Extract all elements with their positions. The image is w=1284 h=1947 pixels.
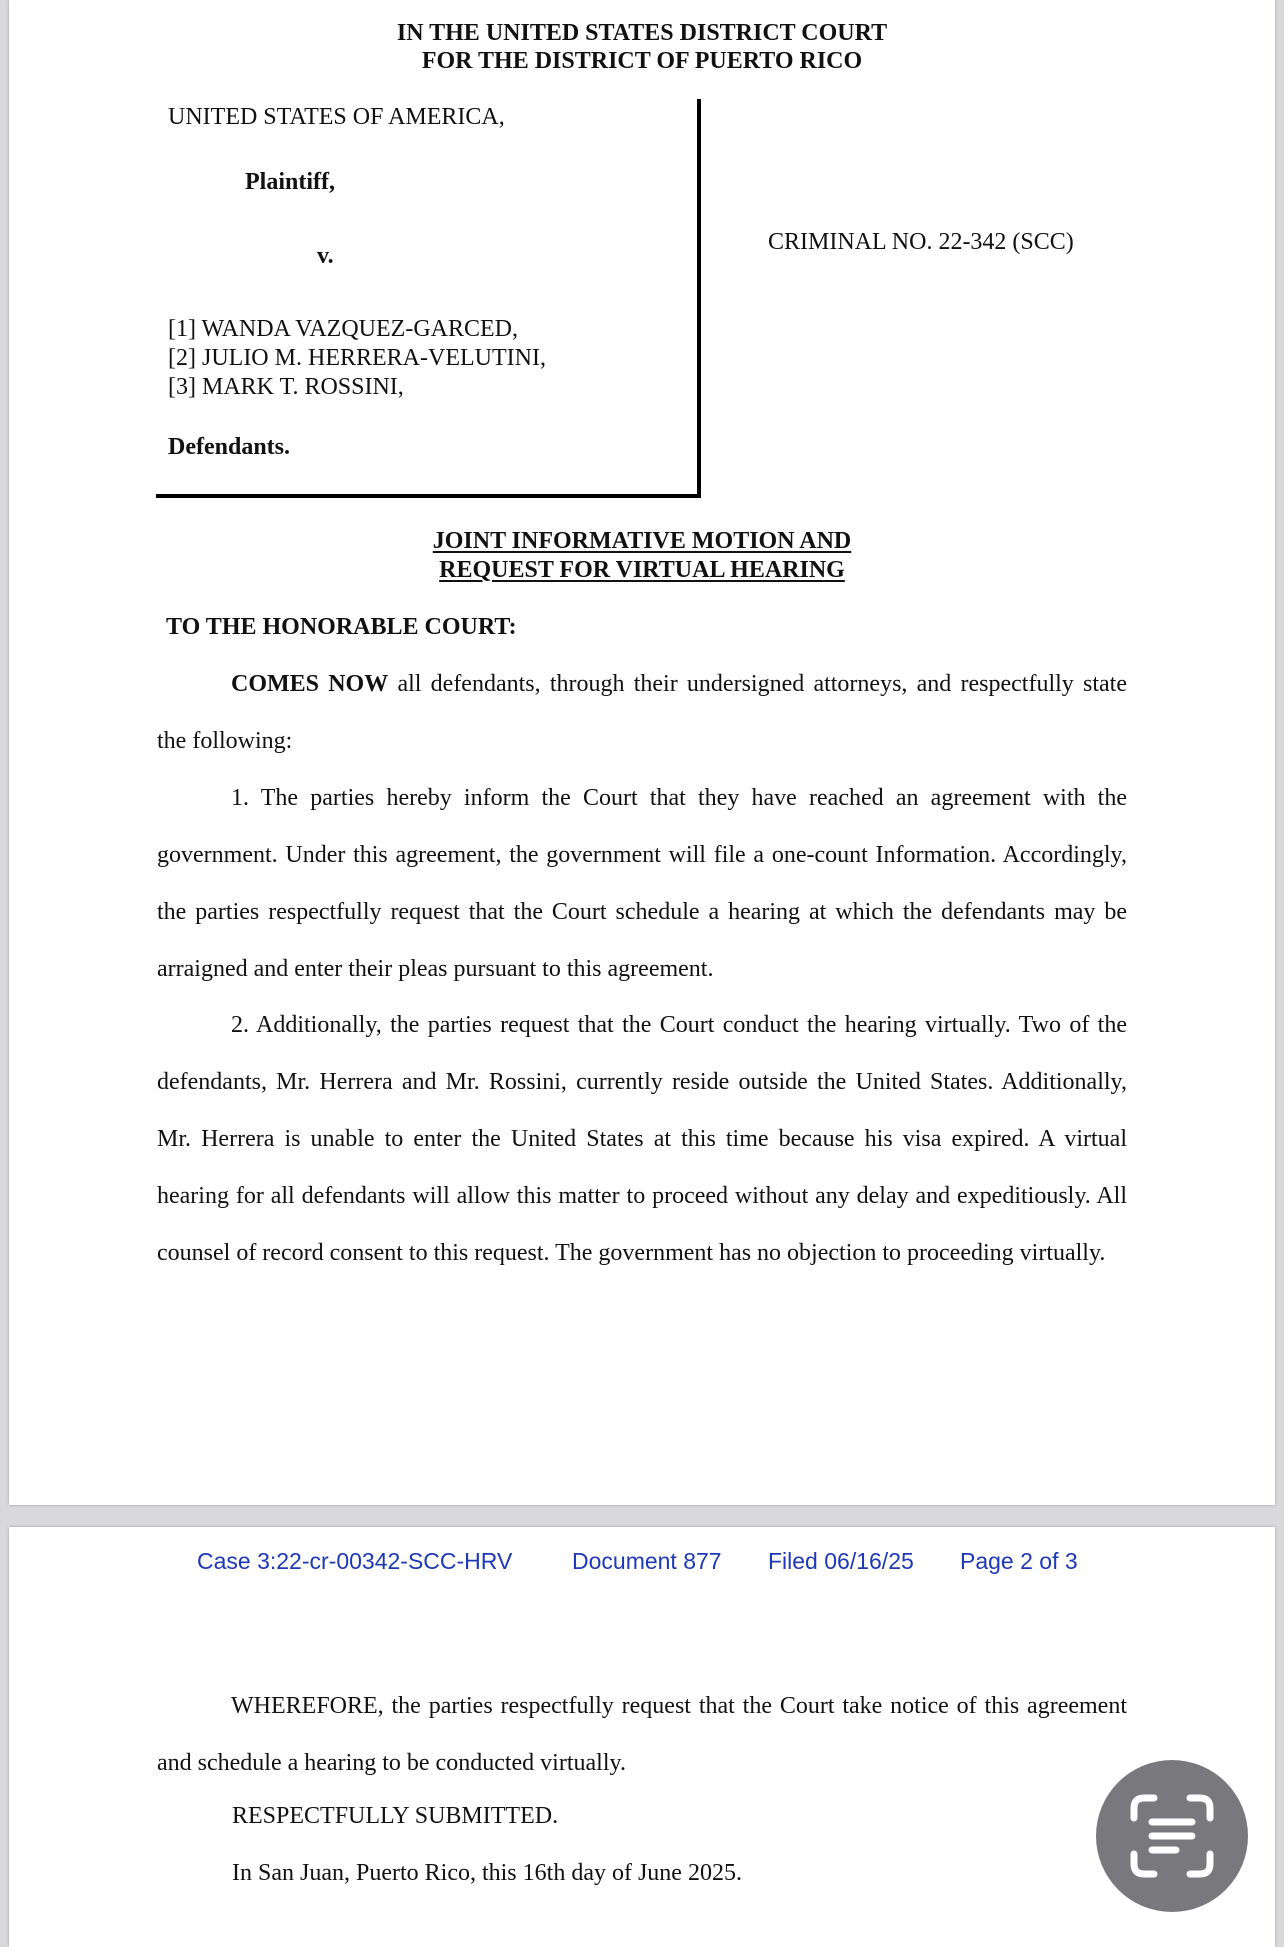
- defendant-2: [2] JULIO M. HERRERA-VELUTINI,: [168, 345, 546, 371]
- paragraph-1-text: 1. The parties hereby inform the Court that they have reached an agreement with the government. Under this agreement, the government will file a one-count Information. Accordingly, the parties respectfully request that the Court schedule a hearing at which the defendants may be arraigned and enter their pleas pursuant to this agreement.: [157, 785, 1127, 982]
- court-name-line1: IN THE UNITED STATES DISTRICT COURT: [396, 20, 888, 46]
- plaintiff-label: Plaintiff,: [245, 169, 335, 195]
- intro-lead: COMES NOW: [231, 671, 389, 697]
- wherefore-text: WHEREFORE, the parties respectfully request that the Court take notice of this agreement and schedule a hearing to be conducted virtually.: [157, 1693, 1127, 1776]
- paragraph-2: [157, 997, 1127, 1282]
- header-case-number: Case 3:22-cr-00342-SCC-HRV: [197, 1548, 513, 1574]
- paragraph-1: [157, 770, 1127, 998]
- salutation: TO THE HONORABLE COURT:: [166, 614, 517, 640]
- caption-vertical-rule: [697, 99, 701, 496]
- plaintiff-name: UNITED STATES OF AMERICA,: [168, 104, 505, 130]
- case-number: CRIMINAL NO. 22-342 (SCC): [768, 229, 1074, 255]
- court-name-line2: FOR THE DISTRICT OF PUERTO RICO: [421, 48, 863, 74]
- intro-rest: all defendants, through their undersigned attorneys, and respectfully state the following:: [157, 671, 1127, 754]
- versus: v.: [317, 243, 334, 269]
- respectfully-submitted: RESPECTFULLY SUBMITTED.: [232, 1803, 559, 1829]
- intro-paragraph: [157, 656, 1127, 770]
- motion-title-line2: REQUEST FOR VIRTUAL HEARING: [439, 557, 845, 583]
- defendant-3: [3] MARK T. ROSSINI,: [168, 374, 404, 400]
- header-filed-date: Filed 06/16/25: [768, 1548, 914, 1574]
- document-page-1: [9, 0, 1275, 1505]
- header-page-number: Page 2 of 3: [960, 1548, 1078, 1574]
- defendant-1: [1] WANDA VAZQUEZ-GARCED,: [168, 316, 518, 342]
- document-page-2: [9, 1527, 1275, 1947]
- date-line: In San Juan, Puerto Rico, this 16th day of June 2025.: [232, 1860, 742, 1886]
- paragraph-2-text: 2. Additionally, the parties request that the Court conduct the hearing virtually. Two of the defendants, Mr. Herrera and Mr. Rossini, currently reside outside the United States. Additionally, Mr. Herrera is unable to enter the United States at this time because his visa expired. A virtual hearing for all defendants will allow this matter to proceed without any delay and expeditiously. All counsel of record consent to this request. The government has no objection to proceeding virtually.: [157, 1012, 1127, 1266]
- header-document-number: Document 877: [572, 1548, 722, 1574]
- motion-title-line1: JOINT INFORMATIVE MOTION AND: [432, 528, 852, 554]
- caption-horizontal-rule: [156, 494, 701, 498]
- live-text-scan-icon: [1124, 1788, 1220, 1884]
- defendants-label: Defendants.: [168, 434, 291, 460]
- live-text-scan-button[interactable]: [1096, 1760, 1248, 1912]
- wherefore-paragraph: [157, 1678, 1127, 1792]
